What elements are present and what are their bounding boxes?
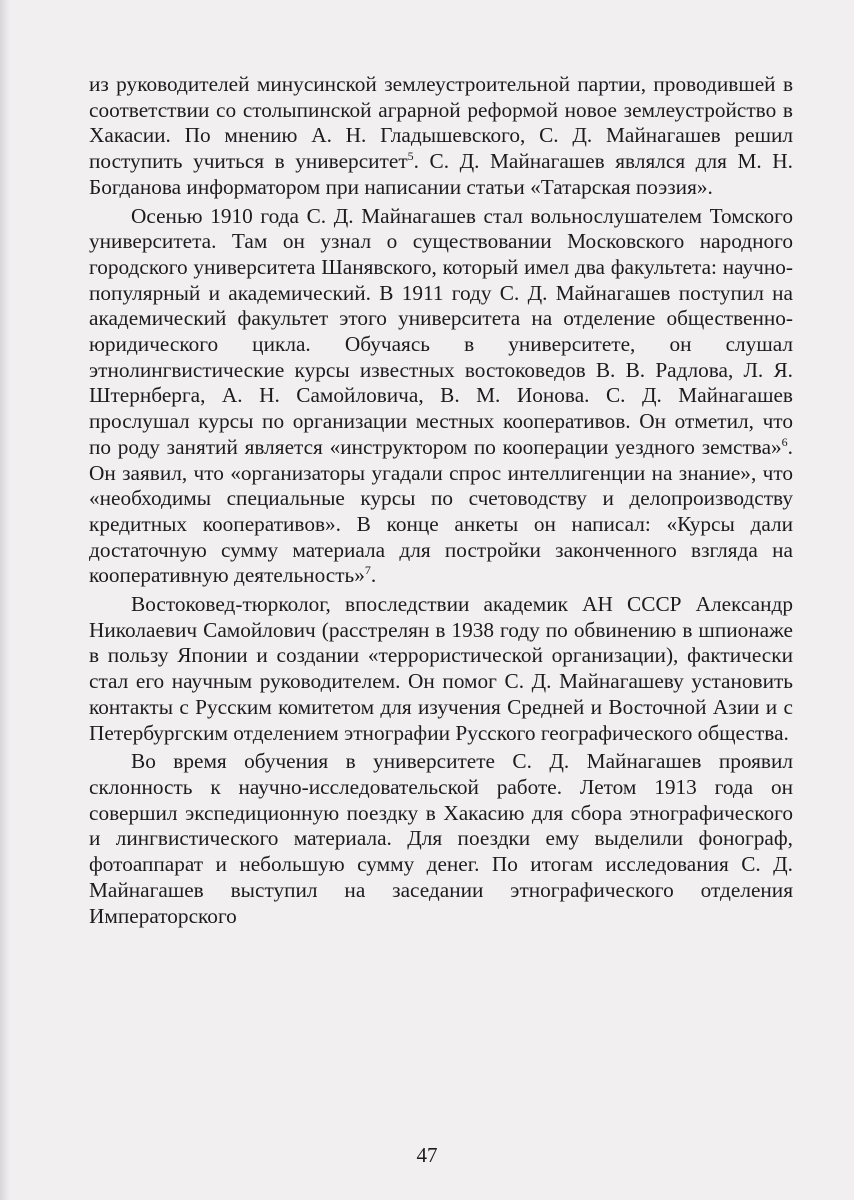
- page-number: 47: [416, 1143, 438, 1167]
- paragraph-4: [89, 749, 793, 929]
- paragraph-text: . С. Д. Майнагашев являлся для М. Н. Богданова информатором при написании статьи «Татарская поэзия».: [89, 149, 793, 199]
- paragraph-text: из руководителей минусинской землеустроительной партии, проводившей в соответствии со столыпинской аграрной реформой новое землеустройство в Хакасии. По мнению А. Н. Гладышевского, С. Д. Майнагашев решил поступить учиться в университет: [89, 72, 793, 174]
- page-edge-shadow: [0, 0, 10, 1200]
- paragraph-text: Осенью 1910 года С. Д. Майнагашев стал вольнослушателем Томского университета. Там он узнал о существовании Московского народного городского университета Шанявского, который имел два факультета: научно-популярный и академический. В 1911 году С. Д. Майнагашев поступил на академический факультет этого университета на отделение общественно-юридического цикла. Обучаясь в университете, он слушал этнолингвистические курсы известных востоковедов В. В. Радлова, Л. Я. Штернберга, А. Н. Самойловича, В. М. Ионова. С. Д. Майнагашев прослушал курсы по организации местных кооперативов. Он отметил, что по роду занятий является «инструктором по кооперации уездного земства»: [89, 203, 793, 459]
- paragraph-1: [89, 72, 793, 201]
- footnote-ref-6[interactable]: 6: [781, 434, 788, 449]
- paragraph-text: . Он заявил, что «организаторы угадали спрос интеллигенции на знание», что «необходимы специальные курсы по счетоводству и делопроизводству кредитных кооперативов». В конце анкеты он написал: «Курсы дали достаточную сумму материала для постройки законченного взгляда на кооперативную деятельность»: [89, 434, 793, 588]
- paragraph-text: Во время обучения в университете С. Д. Майнагашев проявил склонность к научно-исследовательской работе. Летом 1913 года он совершил экспедиционную поездку в Хакасию для сбора этнографического и лингвистического материала. Для поездки ему выделили фонограф, фотоаппарат и небольшую сумму денег. По итогам исследования С. Д. Майнагашев выступил на заседании этнографического отделения Императорского: [89, 749, 793, 928]
- footnote-ref-7[interactable]: 7: [364, 563, 371, 578]
- page-body: [89, 72, 793, 932]
- paragraph-2: [89, 204, 793, 590]
- paragraph-3: [89, 592, 793, 746]
- paragraph-text: Востоковед-тюрколог, впоследствии академик АН СССР Александр Николаевич Самойлович (расстрелян в 1938 году по обвинению в шпионаже в пользу Японии и создании «террористической организации), фактически стал его научным руководителем. Он помог С. Д. Майнагашеву установить контакты с Русским комитетом для изучения Средней и Восточной Азии и с Петербургским отделением этнографии Русского географического общества.: [89, 592, 793, 745]
- footnote-ref-5[interactable]: 5: [407, 149, 414, 164]
- paragraph-text: .: [370, 563, 377, 588]
